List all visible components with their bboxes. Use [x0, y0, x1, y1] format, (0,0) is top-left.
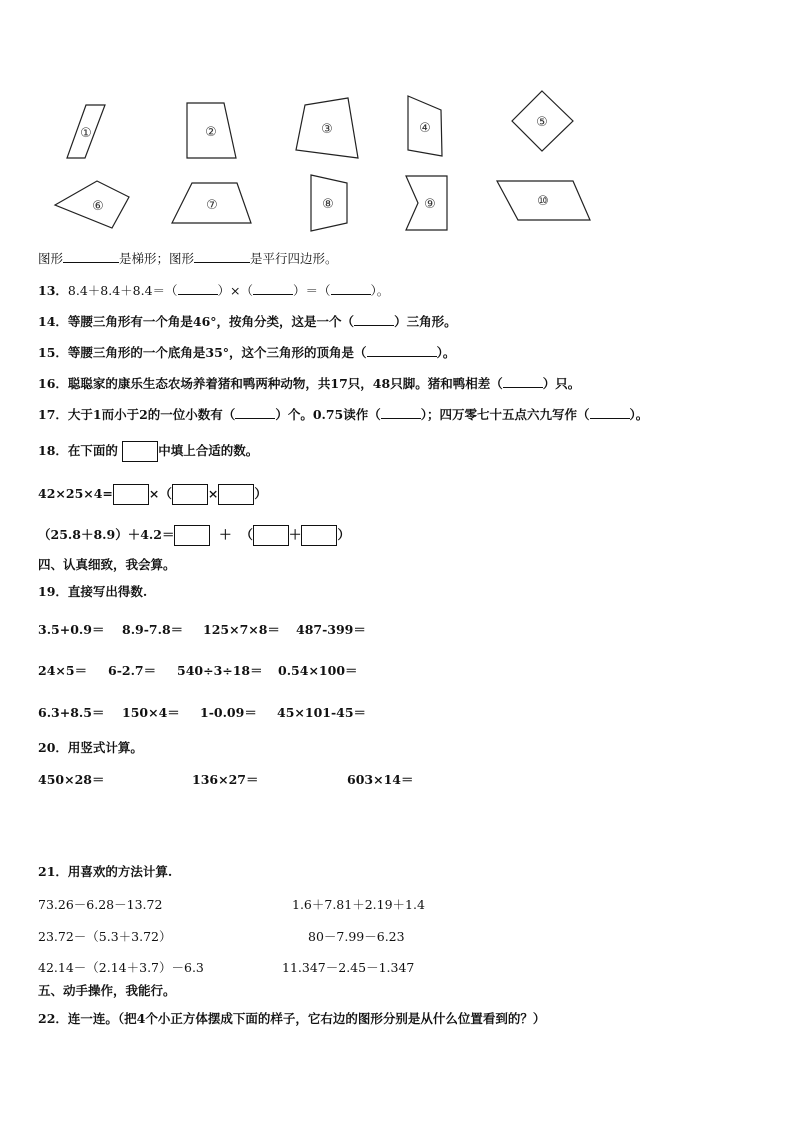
q18-row1-times2: ×	[207, 486, 219, 501]
q18-sample-box	[122, 441, 158, 462]
question-18	[38, 441, 258, 462]
q14-blank[interactable]	[354, 313, 394, 326]
q19-item: 6.3+8.5＝	[38, 705, 105, 720]
q16-blank[interactable]	[503, 375, 543, 388]
q18-text-b: 中填上合适的数。	[158, 443, 259, 458]
shape-label-9: ⑨	[424, 197, 436, 212]
q13-blank-1[interactable]	[178, 282, 218, 295]
q19-item: 540÷3÷18＝	[177, 663, 263, 678]
q13-blank-3[interactable]	[331, 282, 371, 295]
q14-text-a: 等腰三角形有一个角是46°，按角分类，这是一个（	[67, 314, 355, 329]
q14-number: 14．	[38, 314, 68, 329]
question-13	[38, 282, 389, 299]
question-22-title: 22．连一连。（把4个小正方体摆成下面的样子，它右边的图形分别是从什么位置看到的？）	[38, 1011, 546, 1026]
shape-label-6: ⑥	[92, 199, 104, 214]
q13-blank-2[interactable]	[253, 282, 293, 295]
q20-item: 450×28＝	[38, 772, 105, 787]
q17-text-d: ）。	[629, 407, 649, 422]
q18-row1-box-2[interactable]	[172, 484, 208, 505]
shape-label-7: ⑦	[206, 198, 218, 213]
q12-blank-1[interactable]	[63, 250, 119, 263]
q18-row2-box-2[interactable]	[253, 525, 289, 546]
q16-text-b: ）只。	[542, 376, 581, 391]
q18-row2-close: ）	[337, 527, 350, 542]
q18-row-1	[38, 484, 267, 505]
q18-number: 18．	[38, 443, 68, 458]
q13-number: 13．	[38, 283, 68, 298]
q19-item: 3.5+0.9＝	[38, 622, 105, 637]
q18-row-2	[38, 525, 350, 546]
question-20-title: 20．用竖式计算。	[38, 740, 143, 755]
q17-number: 17．	[38, 407, 68, 422]
shapes-figure	[0, 0, 794, 240]
shape-label-3: ③	[321, 122, 333, 137]
q12-blank-2[interactable]	[194, 250, 250, 263]
q17-text-c: ）；四万零七十五点六九写作（	[420, 407, 590, 422]
q19-item: 150×4＝	[122, 705, 180, 720]
q12-text-c: 是平行四边形。	[250, 251, 338, 266]
q18-row2-box-3[interactable]	[301, 525, 337, 546]
q18-row2-open: （	[240, 527, 253, 542]
q18-row2-expr: （25.8＋8.9）＋4.2＝	[38, 527, 175, 542]
section-4-heading: 四、认真细致，我会算。	[38, 557, 176, 572]
q18-row2-plus2: ＋	[288, 527, 302, 542]
shape-label-4: ④	[419, 121, 431, 136]
q18-row1-box-1[interactable]	[113, 484, 149, 505]
q21-item: 73.26－6.28－13.72	[38, 897, 163, 912]
shape-label-2: ②	[205, 125, 217, 140]
q14-text-b: ）三角形。	[394, 314, 457, 329]
q13-end: ）。	[370, 283, 390, 298]
question-21-title: 21．用喜欢的方法计算.	[38, 864, 173, 879]
q18-row2-box-1[interactable]	[174, 525, 210, 546]
q19-item: 45×101-45＝	[277, 705, 367, 720]
q16-text-a: 聪聪家的康乐生态农场养着猪和鸭两种动物，共17只，48只脚。猪和鸭相差（	[67, 376, 503, 391]
question-19-title: 19．直接写出得数.	[38, 584, 148, 599]
q15-number: 15．	[38, 345, 68, 360]
q19-item: 1-0.09＝	[200, 705, 257, 720]
q17-blank-3[interactable]	[590, 406, 630, 419]
q17-blank-1[interactable]	[235, 406, 275, 419]
q21-item: 42.14－（2.14＋3.7）－6.3	[38, 960, 204, 975]
q20-item: 603×14＝	[347, 772, 414, 787]
question-16	[38, 375, 580, 392]
q15-blank[interactable]	[367, 344, 437, 357]
q18-row1-box-3[interactable]	[218, 484, 254, 505]
q18-text-a: 在下面的	[67, 443, 118, 458]
q17-text-b: ）个。0.75读作（	[275, 407, 381, 422]
q13-mid2: ）＝（	[293, 283, 331, 298]
q16-number: 16．	[38, 376, 68, 391]
q21-item: 80－7.99－6.23	[308, 929, 405, 944]
q13-expr: 8.4＋8.4＋8.4＝（	[67, 283, 178, 298]
shape-label-8: ⑧	[322, 197, 334, 212]
q21-item: 1.6＋7.81＋2.19＋1.4	[292, 897, 425, 912]
question-14	[38, 313, 457, 330]
q18-row1-expr: 42×25×4=	[38, 486, 113, 501]
question-17	[38, 406, 648, 423]
q20-item: 136×27＝	[192, 772, 259, 787]
q21-item: 11.347－2.45－1.347	[282, 960, 415, 975]
q17-blank-2[interactable]	[381, 406, 421, 419]
shape-label-1: ①	[80, 126, 92, 141]
question-12	[38, 250, 338, 267]
q19-item: 125×7×8＝	[203, 622, 280, 637]
q13-mid1: ）×（	[217, 283, 254, 298]
section-5-heading: 五、动手操作，我能行。	[38, 983, 176, 998]
q18-row1-times: ×（	[148, 486, 172, 501]
shape-label-5: ⑤	[536, 115, 548, 130]
question-15	[38, 344, 455, 361]
q12-text-a: 图形	[38, 251, 64, 266]
q21-item: 23.72－（5.3＋3.72）	[38, 929, 172, 944]
q15-text-b: ）。	[436, 345, 456, 360]
q18-row2-plus: ＋	[219, 527, 232, 542]
q19-item: 6-2.7＝	[108, 663, 157, 678]
q19-item: 487-399＝	[296, 622, 366, 637]
shape-label-10: ⑩	[537, 194, 549, 209]
q15-text-a: 等腰三角形的一个底角是35°，这个三角形的顶角是（	[67, 345, 367, 360]
q19-item: 24×5＝	[38, 663, 88, 678]
q19-item: 0.54×100＝	[278, 663, 358, 678]
q18-row1-close: ）	[254, 486, 267, 501]
q17-text-a: 大于1而小于2的一位小数有（	[67, 407, 236, 422]
q12-text-b: 是梯形；图形	[119, 251, 195, 266]
q19-item: 8.9-7.8＝	[122, 622, 184, 637]
